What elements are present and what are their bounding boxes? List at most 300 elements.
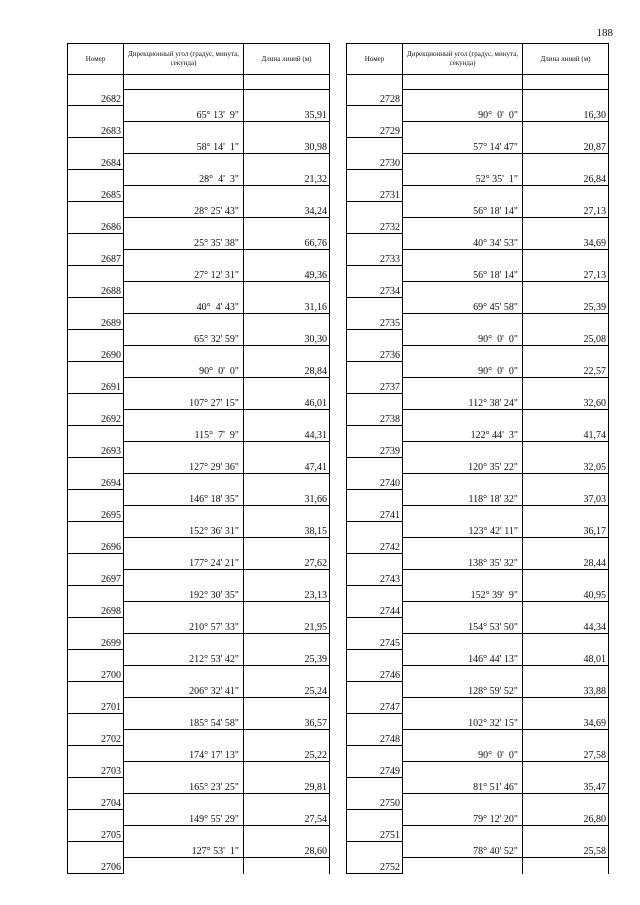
line-length: 47,41	[244, 458, 330, 474]
empty-cell	[68, 106, 124, 122]
point-number: 2751	[347, 826, 403, 842]
point-number: 2692	[68, 410, 124, 426]
line-length: 23,13	[244, 586, 330, 602]
empty-cell	[244, 858, 330, 874]
segment-row	[347, 586, 609, 602]
empty-cell	[244, 506, 330, 522]
segment-row	[347, 618, 609, 634]
segment-row	[347, 554, 609, 570]
segment-row	[347, 842, 609, 858]
empty-cell	[244, 122, 330, 138]
empty-cell	[244, 75, 330, 90]
point-row	[347, 442, 609, 458]
empty-cell	[244, 218, 330, 234]
line-length: 37,03	[523, 490, 609, 506]
empty-cell	[403, 378, 523, 394]
empty-cell	[347, 202, 403, 218]
empty-cell	[124, 378, 244, 394]
empty-cell	[124, 634, 244, 650]
empty-cell	[523, 698, 609, 714]
point-row	[347, 378, 609, 394]
line-length: 30,30	[244, 330, 330, 346]
empty-cell	[403, 698, 523, 714]
empty-cell	[68, 554, 124, 570]
empty-cell	[347, 618, 403, 634]
empty-cell	[403, 794, 523, 810]
empty-cell	[523, 538, 609, 554]
segment-row	[347, 714, 609, 730]
empty-cell	[68, 362, 124, 378]
segment-row	[347, 298, 609, 314]
empty-cell	[124, 314, 244, 330]
line-length: 27,62	[244, 554, 330, 570]
empty-cell	[244, 346, 330, 362]
point-row	[347, 666, 609, 682]
point-row	[347, 474, 609, 490]
point-row	[68, 826, 330, 842]
empty-cell	[68, 842, 124, 858]
empty-cell	[347, 266, 403, 282]
point-number: 2698	[68, 602, 124, 618]
empty-cell	[124, 282, 244, 298]
point-number: 2706	[68, 858, 124, 874]
empty-cell	[68, 522, 124, 538]
point-row	[347, 346, 609, 362]
direction-angle: 56° 18' 14"	[403, 202, 523, 218]
point-row	[68, 762, 330, 778]
point-row	[347, 154, 609, 170]
direction-angle: 127° 29' 36"	[124, 458, 244, 474]
point-number: 2699	[68, 634, 124, 650]
empty-cell	[403, 314, 523, 330]
line-length: 40,95	[523, 586, 609, 602]
empty-cell	[68, 138, 124, 154]
segment-row	[347, 778, 609, 794]
line-length: 25,39	[523, 298, 609, 314]
point-row	[347, 250, 609, 266]
line-length: 28,44	[523, 554, 609, 570]
empty-cell	[244, 378, 330, 394]
empty-cell	[244, 154, 330, 170]
segment-row	[68, 458, 330, 474]
segment-row	[347, 810, 609, 826]
direction-angle: 165° 23' 25"	[124, 778, 244, 794]
direction-angle: 27° 12' 31"	[124, 266, 244, 282]
empty-cell	[523, 122, 609, 138]
line-length: 35,91	[244, 106, 330, 122]
empty-cell	[124, 730, 244, 746]
empty-cell	[347, 682, 403, 698]
point-row	[68, 858, 330, 874]
point-number: 2735	[347, 314, 403, 330]
empty-cell	[523, 186, 609, 202]
header-number: Номер	[347, 44, 403, 75]
line-length: 28,60	[244, 842, 330, 858]
line-length: 25,22	[244, 746, 330, 762]
empty-cell	[124, 762, 244, 778]
empty-cell	[244, 186, 330, 202]
line-length: 66,76	[244, 234, 330, 250]
direction-angle: 146° 18' 35"	[124, 490, 244, 506]
line-length: 34,24	[244, 202, 330, 218]
point-row	[68, 634, 330, 650]
point-number: 2744	[347, 602, 403, 618]
point-number: 2700	[68, 666, 124, 682]
direction-angle: 90° 0' 0"	[403, 746, 523, 762]
direction-angle: 28° 25' 43"	[124, 202, 244, 218]
empty-cell	[347, 746, 403, 762]
direction-angle: 79° 12' 20"	[403, 810, 523, 826]
empty-cell	[403, 346, 523, 362]
empty-cell	[124, 410, 244, 426]
segment-row	[68, 618, 330, 634]
point-row	[68, 666, 330, 682]
point-number: 2697	[68, 570, 124, 586]
point-number: 2729	[347, 122, 403, 138]
empty-cell	[244, 794, 330, 810]
point-row	[347, 698, 609, 714]
empty-cell	[244, 250, 330, 266]
point-number: 2730	[347, 154, 403, 170]
line-length: 27,13	[523, 266, 609, 282]
point-number: 2736	[347, 346, 403, 362]
line-length: 44,31	[244, 426, 330, 442]
direction-angle: 123° 42' 11"	[403, 522, 523, 538]
segment-row	[68, 586, 330, 602]
direction-angle: 90° 0' 0"	[124, 362, 244, 378]
point-row	[347, 90, 609, 106]
point-row	[68, 154, 330, 170]
direction-angle: 65° 13' 9"	[124, 106, 244, 122]
empty-cell	[403, 634, 523, 650]
header-number: Номер	[68, 44, 124, 75]
direction-angle: 138° 35' 32"	[403, 554, 523, 570]
point-number: 2742	[347, 538, 403, 554]
empty-cell	[523, 826, 609, 842]
direction-angle: 56° 18' 14"	[403, 266, 523, 282]
point-number: 2747	[347, 698, 403, 714]
empty-cell	[68, 586, 124, 602]
empty-cell	[347, 586, 403, 602]
segment-row	[347, 682, 609, 698]
empty-cell	[124, 75, 244, 90]
empty-cell	[403, 474, 523, 490]
empty-cell	[403, 90, 523, 106]
empty-cell	[68, 298, 124, 314]
point-number: 2694	[68, 474, 124, 490]
point-number: 2749	[347, 762, 403, 778]
segment-row	[68, 714, 330, 730]
empty-cell	[124, 186, 244, 202]
segment-row	[68, 170, 330, 186]
segment-row	[68, 842, 330, 858]
point-number: 2705	[68, 826, 124, 842]
line-length: 49,36	[244, 266, 330, 282]
empty-cell	[523, 634, 609, 650]
direction-angle: 115° 7' 9"	[124, 426, 244, 442]
segment-row	[347, 362, 609, 378]
point-row	[347, 762, 609, 778]
empty-cell	[403, 282, 523, 298]
empty-cell	[68, 778, 124, 794]
line-length: 32,60	[523, 394, 609, 410]
point-row	[68, 186, 330, 202]
line-length: 25,08	[523, 330, 609, 346]
point-row	[68, 570, 330, 586]
point-number: 2734	[347, 282, 403, 298]
point-row	[347, 858, 609, 874]
point-row	[68, 538, 330, 554]
empty-cell	[523, 346, 609, 362]
point-number: 2691	[68, 378, 124, 394]
line-length: 48,01	[523, 650, 609, 666]
empty-cell	[523, 410, 609, 426]
segment-row	[68, 426, 330, 442]
empty-cell	[244, 634, 330, 650]
line-length: 46,01	[244, 394, 330, 410]
point-number: 2684	[68, 154, 124, 170]
empty-cell	[244, 282, 330, 298]
point-row	[347, 282, 609, 298]
empty-cell	[124, 90, 244, 106]
point-number: 2695	[68, 506, 124, 522]
line-length: 25,39	[244, 650, 330, 666]
line-length: 27,58	[523, 746, 609, 762]
point-number: 2728	[347, 90, 403, 106]
point-number: 2689	[68, 314, 124, 330]
segment-row	[347, 394, 609, 410]
empty-cell	[523, 730, 609, 746]
direction-angle: 78° 40' 52"	[403, 842, 523, 858]
line-length: 25,24	[244, 682, 330, 698]
segment-row	[347, 202, 609, 218]
page-number: 188	[596, 27, 613, 39]
empty-cell	[347, 778, 403, 794]
point-row	[347, 794, 609, 810]
direction-angle: 149° 55' 29"	[124, 810, 244, 826]
line-length: 29,81	[244, 778, 330, 794]
empty-cell	[403, 602, 523, 618]
segment-row	[347, 746, 609, 762]
point-row	[68, 378, 330, 394]
empty-cell	[347, 490, 403, 506]
segment-row	[68, 106, 330, 122]
segment-row	[347, 106, 609, 122]
point-number: 2682	[68, 90, 124, 106]
header-length: Длина линий (м)	[244, 44, 330, 75]
line-length: 33,88	[523, 682, 609, 698]
direction-angle: 206° 32' 41"	[124, 682, 244, 698]
segment-row	[68, 554, 330, 570]
empty-cell	[403, 858, 523, 874]
empty-cell	[124, 154, 244, 170]
point-number: 2701	[68, 698, 124, 714]
empty-cell	[244, 666, 330, 682]
point-row	[347, 186, 609, 202]
point-number: 2683	[68, 122, 124, 138]
point-row	[68, 602, 330, 618]
empty-cell	[347, 554, 403, 570]
empty-cell	[244, 602, 330, 618]
empty-cell	[523, 75, 609, 90]
empty-cell	[523, 378, 609, 394]
empty-cell	[124, 858, 244, 874]
point-row	[347, 538, 609, 554]
empty-cell	[347, 714, 403, 730]
point-number: 2693	[68, 442, 124, 458]
point-row	[68, 282, 330, 298]
empty-cell	[124, 442, 244, 458]
empty-cell	[68, 650, 124, 666]
line-length: 20,87	[523, 138, 609, 154]
direction-angle: 40° 4' 43"	[124, 298, 244, 314]
empty-cell	[347, 330, 403, 346]
empty-cell	[124, 602, 244, 618]
empty-cell	[244, 474, 330, 490]
empty-cell	[347, 362, 403, 378]
empty-cell	[403, 75, 523, 90]
line-length: 22,57	[523, 362, 609, 378]
empty-cell	[124, 122, 244, 138]
point-number: 2702	[68, 730, 124, 746]
line-length: 27,13	[523, 202, 609, 218]
point-row	[68, 218, 330, 234]
line-length: 32,05	[523, 458, 609, 474]
direction-angle: 154° 53' 50"	[403, 618, 523, 634]
empty-cell	[68, 75, 124, 90]
empty-cell	[244, 698, 330, 714]
empty-cell	[523, 602, 609, 618]
empty-cell	[523, 90, 609, 106]
empty-cell	[347, 810, 403, 826]
empty-cell	[347, 522, 403, 538]
empty-cell	[244, 730, 330, 746]
empty-cell	[347, 106, 403, 122]
line-length: 26,80	[523, 810, 609, 826]
empty-cell	[124, 794, 244, 810]
empty-cell	[68, 490, 124, 506]
header-length: Длина линий (м)	[523, 44, 609, 75]
direction-angle: 90° 0' 0"	[403, 106, 523, 122]
point-row	[347, 314, 609, 330]
direction-angle: 174° 17' 13"	[124, 746, 244, 762]
line-length: 25,58	[523, 842, 609, 858]
empty-cell	[124, 570, 244, 586]
segment-row	[68, 810, 330, 826]
empty-cell	[403, 826, 523, 842]
empty-cell	[347, 458, 403, 474]
empty-cell	[347, 394, 403, 410]
segment-row	[68, 330, 330, 346]
segment-row	[347, 234, 609, 250]
empty-cell	[403, 570, 523, 586]
empty-cell	[244, 410, 330, 426]
line-length: 35,47	[523, 778, 609, 794]
direction-angle: 192° 30' 35"	[124, 586, 244, 602]
segment-row	[347, 650, 609, 666]
point-row	[347, 730, 609, 746]
direction-angle: 152° 39' 9"	[403, 586, 523, 602]
empty-cell	[523, 314, 609, 330]
point-number: 2739	[347, 442, 403, 458]
empty-cell	[68, 810, 124, 826]
direction-angle: 120° 35' 22"	[403, 458, 523, 474]
empty-cell	[523, 282, 609, 298]
point-number: 2685	[68, 186, 124, 202]
direction-angle: 58° 14' 1"	[124, 138, 244, 154]
header-angle: Дирекционный угол (градус, минута, секунда)	[403, 44, 523, 75]
line-length: 27,54	[244, 810, 330, 826]
empty-cell	[347, 842, 403, 858]
point-row	[68, 698, 330, 714]
direction-angle: 25° 35' 38"	[124, 234, 244, 250]
point-row	[347, 602, 609, 618]
spacer-row	[68, 75, 330, 90]
point-row	[68, 794, 330, 810]
line-length: 28,84	[244, 362, 330, 378]
empty-cell	[124, 506, 244, 522]
point-number: 2703	[68, 762, 124, 778]
empty-cell	[523, 154, 609, 170]
point-row	[347, 410, 609, 426]
empty-cell	[403, 762, 523, 778]
direction-angle: 118° 18' 32"	[403, 490, 523, 506]
point-row	[68, 730, 330, 746]
segment-row	[347, 522, 609, 538]
empty-cell	[403, 250, 523, 266]
empty-cell	[347, 298, 403, 314]
empty-cell	[523, 442, 609, 458]
empty-cell	[244, 762, 330, 778]
coordinates-table-left	[67, 43, 330, 874]
point-row	[347, 570, 609, 586]
direction-angle: 28° 4' 3"	[124, 170, 244, 186]
point-number: 2687	[68, 250, 124, 266]
direction-angle: 102° 32' 15"	[403, 714, 523, 730]
direction-angle: 81° 51' 46"	[403, 778, 523, 794]
point-number: 2737	[347, 378, 403, 394]
empty-cell	[347, 75, 403, 90]
point-row	[347, 122, 609, 138]
point-row	[347, 634, 609, 650]
segment-row	[68, 202, 330, 218]
direction-angle: 57° 14' 47"	[403, 138, 523, 154]
empty-cell	[124, 474, 244, 490]
direction-angle: 69° 45' 58"	[403, 298, 523, 314]
empty-cell	[68, 682, 124, 698]
empty-cell	[68, 746, 124, 762]
empty-cell	[124, 666, 244, 682]
segment-row	[347, 458, 609, 474]
spacer-row	[347, 75, 609, 90]
line-length: 31,66	[244, 490, 330, 506]
segment-row	[347, 170, 609, 186]
line-length: 36,57	[244, 714, 330, 730]
direction-angle: 128° 59' 52"	[403, 682, 523, 698]
header-angle: Дирекционный угол (градус, минута, секунда)	[124, 44, 244, 75]
direction-angle: 152° 36' 31"	[124, 522, 244, 538]
line-length: 26,84	[523, 170, 609, 186]
segment-row	[347, 426, 609, 442]
line-length: 41,74	[523, 426, 609, 442]
point-number: 2733	[347, 250, 403, 266]
point-row	[68, 122, 330, 138]
empty-cell	[68, 202, 124, 218]
empty-cell	[124, 218, 244, 234]
point-number: 2750	[347, 794, 403, 810]
line-length: 31,16	[244, 298, 330, 314]
segment-row	[68, 522, 330, 538]
